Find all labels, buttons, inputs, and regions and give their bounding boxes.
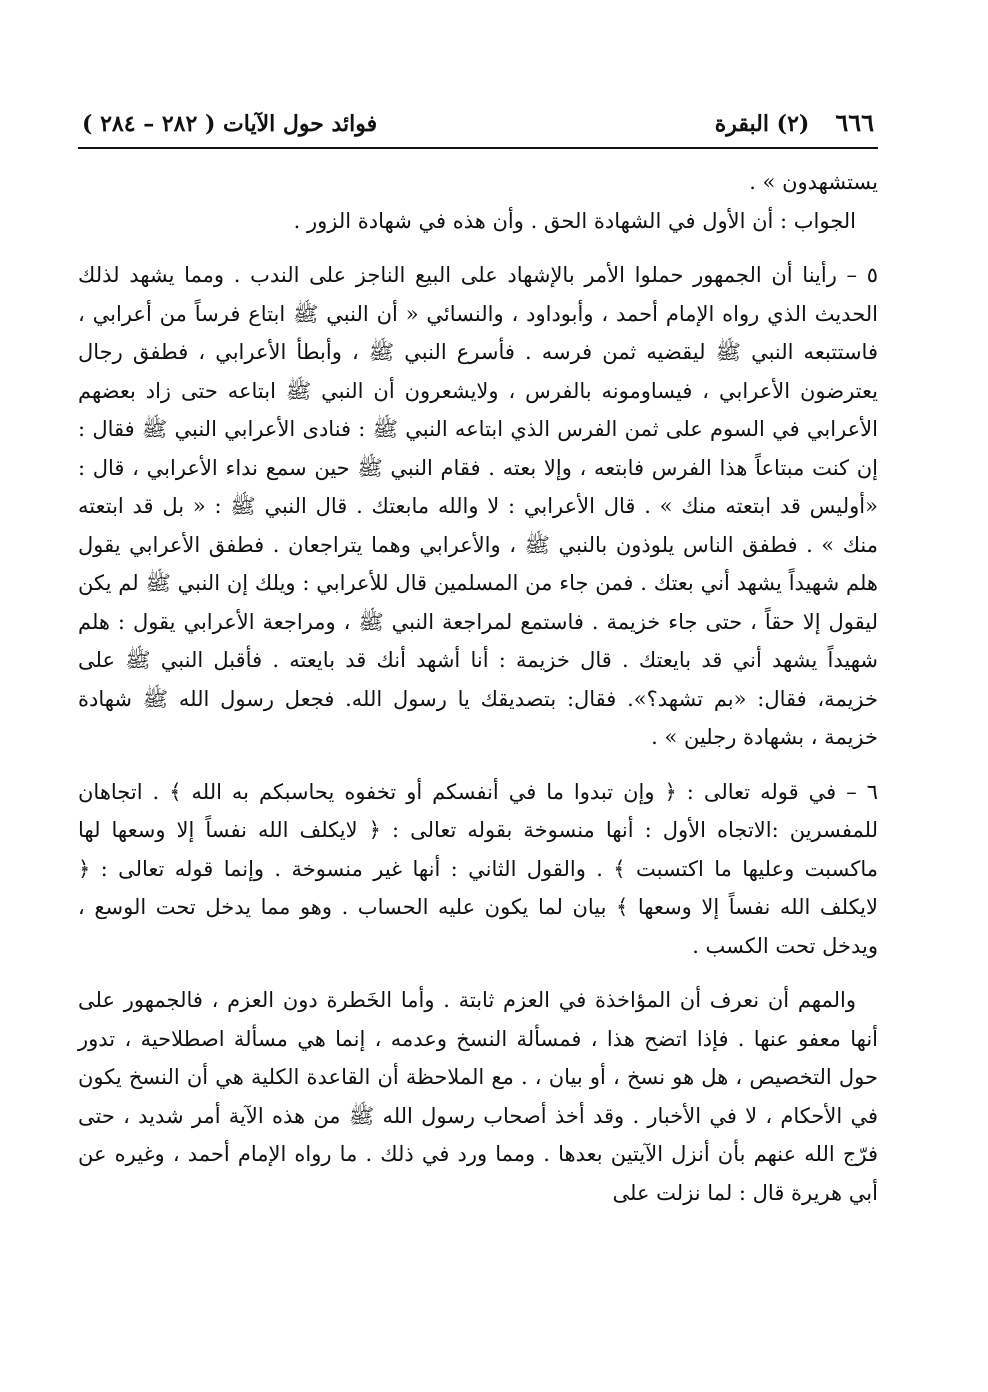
header-right <box>715 108 874 137</box>
paragraph-point-6: ٦ – في قوله تعالى : ﴿ وإن تبدوا ما في أنفسكم أو تخفوه يحاسبكم به الله ﴾ . اتجاهان للمفسرين :الاتجاه الأول : أنها منسوخة بقوله تعالى : ﴿ لايكلف الله نفساً إلا وسعها لها ماكسبت وعليها ما اكتسبت ﴾ . والقول الثاني : أنها غير منسوخة . وإنما قوله تعالى : ﴿ لايكلف الله نفساً إلا وسعها ﴾ بيان لما يكون عليه الحساب . وهو مما يدخل تحت الوسع ، ويدخل تحت الكسب . <box>78 779 878 958</box>
surah-label: (٢) البقرة <box>714 111 810 137</box>
page-body <box>78 163 878 1212</box>
paragraph-answer: الجواب : أن الأول في الشهادة الحق . وأن هذه في شهادة الزور . <box>293 208 856 233</box>
paragraph-point-5: ٥ – رأينا أن الجمهور حملوا الأمر بالإشهاد على البيع الناجز على الندب . ومما يشهد لذلك الحديث الذي رواه الإمام أحمد ، وأبوداود ، والنسائي « أن النبي ﷺ ابتاع فرساً من أعرابي ، فاستتبعه النبي ﷺ ليقضيه ثمن فرسه . فأسرع النبي ﷺ ، وأبطأ الأعرابي ، فطفق رجال يعترضون الأعرابي ، فيساومونه بالفرس ، ولايشعرون أن النبي ﷺ ابتاعه حتى زاد بعضهم الأعرابي في السوم على ثمن الفرس الذي ابتاعه النبي ﷺ : فنادى الأعرابي النبي ﷺ فقال : إن كنت مبتاعاً هذا الفرس فابتعه ، وإلا بعته . فقام النبي ﷺ حين سمع نداء الأعرابي ، قال : «أوليس قد ابتعته منك » . قال الأعرابي : لا والله مابعتك . قال النبي ﷺ : « بل قد ابتعته منك » . فطفق الناس يلوذون بالنبي ﷺ ، والأعرابي وهما يتراجعان . فطفق الأعرابي يقول هلم شهيداً يشهد أني بعتك . فمن جاء من المسلمين قال للأعرابي : ويلك إن النبي ﷺ لم يكن ليقول إلا حقاً ، حتى جاء خزيمة . فاستمع لمراجعة النبي ﷺ ، ومراجعة الأعرابي يقول : هلم شهيداً يشهد أني قد بايعتك . قال خزيمة : أنا أشهد أنك قد بايعته . فأقبل النبي ﷺ على خزيمة، فقال: «بم تشهد؟». فقال: بتصديقك يا رسول الله. فجعل رسول الله ﷺ شهادة خزيمة ، بشهادة رجلين » . <box>78 263 878 749</box>
header-rule <box>78 147 878 149</box>
header-title: فوائد حول الآيات ( ٢٨٢ – ٢٨٤ ) <box>82 111 378 137</box>
paragraph-continuation: يستشهدون » . <box>749 170 878 194</box>
page-number: ٦٦٦ <box>835 108 874 137</box>
running-header <box>78 108 878 147</box>
paragraph-discussion: والمهم أن نعرف أن المؤاخذة في العزم ثابتة . وأما الخَطرة دون العزم ، فالجمهور على أنها معفو عنها . فإذا اتضح هذا ، فمسألة النسخ وعدمه ، إنما هي مسألة اصطلاحية ، تدور حول التخصيص ، هل هو نسخ ، أو بيان ، . مع الملاحظة أن القاعدة الكلية هي أن النسخ يكون في الأحكام ، لا في الأخبار . وقد أخذ أصحاب رسول الله ﷺ من هذه الآية أمر شديد ، حتى فرّج الله عنهم بأن أنزل الآيتين بعدها . ومما ورد في ذلك . ما رواه الإمام أحمد ، وغيره عن أبي هريرة قال : لما نزلت على <box>78 988 878 1205</box>
